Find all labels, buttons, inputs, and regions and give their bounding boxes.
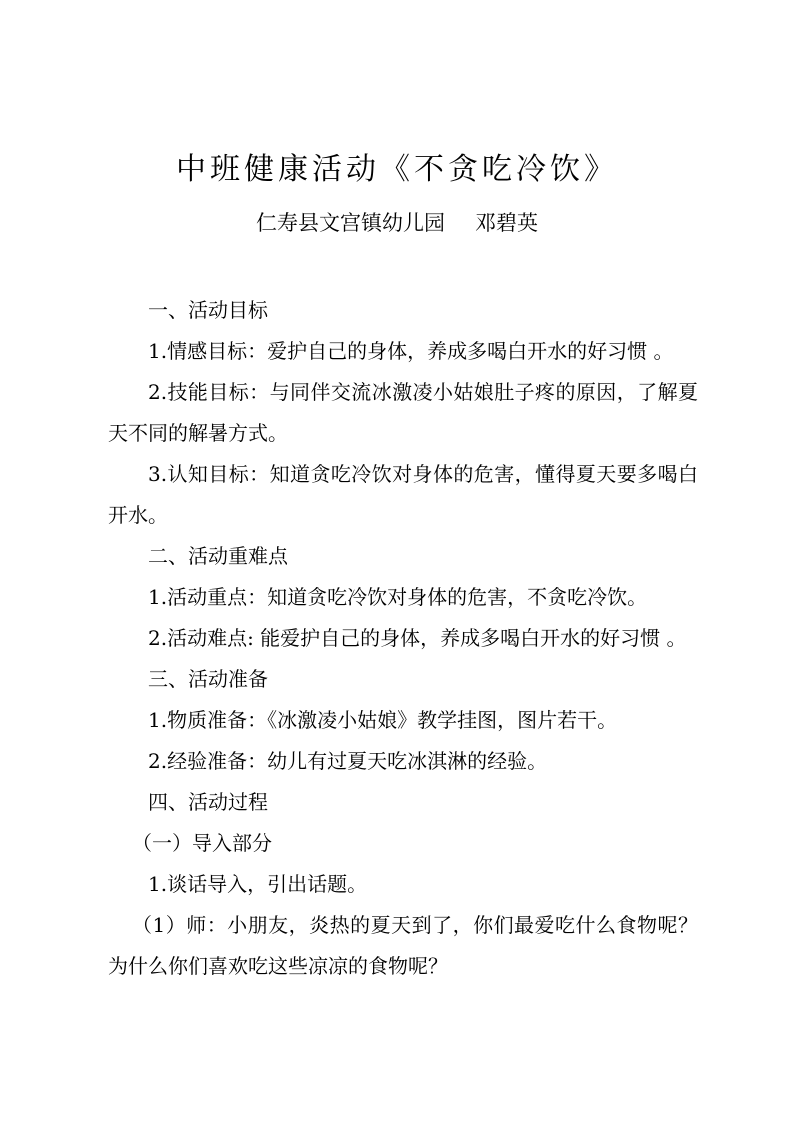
author-line <box>0 207 794 239</box>
subsection-heading-intro: （一）导入部分 <box>132 831 272 855</box>
author-name: 邓碧英 <box>475 211 538 235</box>
paragraph: 2.经验准备：幼儿有过夏天吃冰淇淋的经验。 <box>148 749 548 773</box>
document-title: 中班健康活动《不贪吃冷饮》 <box>176 152 618 187</box>
section-heading-preparation: 三、活动准备 <box>148 667 268 691</box>
paragraph: 1.谈话导入，引出话题。 <box>148 872 368 896</box>
paragraph: （1）师：小朋友，炎热的夏天到了，你们最爱吃什么食物呢？为什么你们喜欢吃这些凉凉的食物呢？ <box>108 913 698 978</box>
paragraph: 1.物质准备：《冰激凌小姑娘》教学挂图，图片若干。 <box>148 708 618 732</box>
section-heading-key-points: 二、活动重难点 <box>148 544 288 568</box>
paragraph: 3.认知目标：知道贪吃冷饮对身体的危害，懂得夏天要多喝白开水。 <box>108 462 698 527</box>
section-heading-goals: 一、活动目标 <box>148 298 268 322</box>
paragraph: 2.技能目标：与同伴交流冰激凌小姑娘肚子疼的原因，了解夏天不同的解暑方式。 <box>108 380 698 445</box>
paragraph: 2.活动难点: 能爱护自己的身体，养成多喝白开水的好习惯 。 <box>148 626 687 650</box>
section-heading-process: 四、活动过程 <box>148 790 268 814</box>
author-organization: 仁寿县文宫镇幼儿园 <box>256 211 445 235</box>
paragraph: 1.活动重点：知道贪吃冷饮对身体的危害，不贪吃冷饮。 <box>148 585 648 609</box>
document-body <box>108 290 698 987</box>
paragraph: 1.情感目标：爱护自己的身体，养成多喝白开水的好习惯 。 <box>148 339 674 363</box>
